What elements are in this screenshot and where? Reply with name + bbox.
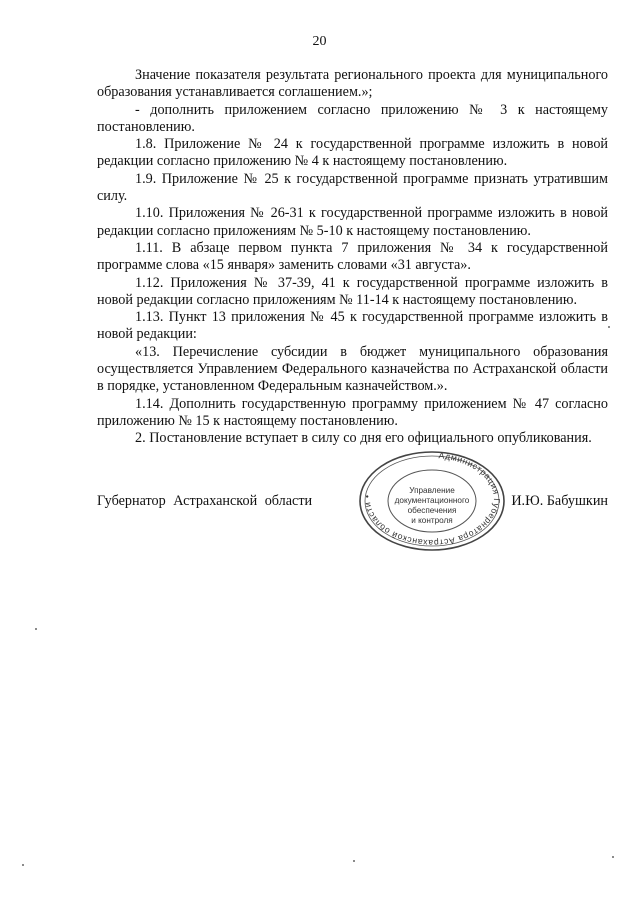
scan-speck (353, 860, 355, 862)
paragraph: «13. Перечисление субсидии в бюджет муниципального образования осуществляется Управлением Федерального казначейства по Астраханской области в порядке, установленном Федеральным казначейством.». (97, 343, 608, 395)
scan-speck (612, 856, 614, 858)
signature-block (97, 452, 608, 552)
seal-line: и контроля (411, 516, 453, 525)
paragraph: Значение показателя результата регионального проекта для муниципального образования устанавливается соглашением.»; (97, 67, 608, 101)
paragraph: 1.11. В абзаце первом пункта 7 приложения № 34 к государственной программе слова «15 января» заменить словами «31 августа». (97, 239, 608, 274)
paragraph: 1.14. Дополнить государственную программу приложением № 47 согласно приложению № 15 к настоящему постановлению. (97, 395, 608, 429)
document-body (97, 67, 608, 448)
signer-name: И.Ю. Бабушкин (511, 493, 608, 509)
signer-title: Губернатор Астраханской области (97, 493, 313, 509)
seal-ring-text: Администрация Губернатора Астраханской области • (361, 450, 503, 549)
scan-speck (608, 326, 610, 328)
paragraph: 1.9. Приложение № 25 к государственной программе признать утратившим силу. (97, 170, 608, 205)
paragraph: 1.12. Приложения № 37-39, 41 к государственной программе изложить в новой редакции согласно приложениям № 11-14 к настоящему постановлению. (97, 274, 608, 308)
seal-center-text (357, 486, 507, 526)
paragraph: 1.8. Приложение № 24 к государственной программе изложить в новой редакции согласно приложению № 4 к настоящему постановлению. (97, 136, 608, 170)
seal-line: документационного (394, 496, 470, 505)
seal-line: Управление (409, 486, 455, 495)
seal-line: обеспечения (407, 506, 457, 515)
paragraph: 1.10. Приложения № 26-31 к государственной программе изложить в новой редакции согласно приложениям № 5-10 к настоящему постановлению. (97, 205, 608, 239)
scan-speck (22, 864, 24, 866)
page-number: 20 (312, 34, 327, 49)
paragraph: 1.13. Пункт 13 приложения № 45 к государственной программе изложить в новой редакции: (97, 309, 608, 343)
scan-speck (35, 628, 37, 630)
paragraph: - дополнить приложением согласно приложению № 3 к настоящему постановлению. (97, 101, 608, 135)
paragraph: 2. Постановление вступает в силу со дня его официального опубликования. (135, 430, 592, 447)
official-seal (357, 450, 507, 552)
